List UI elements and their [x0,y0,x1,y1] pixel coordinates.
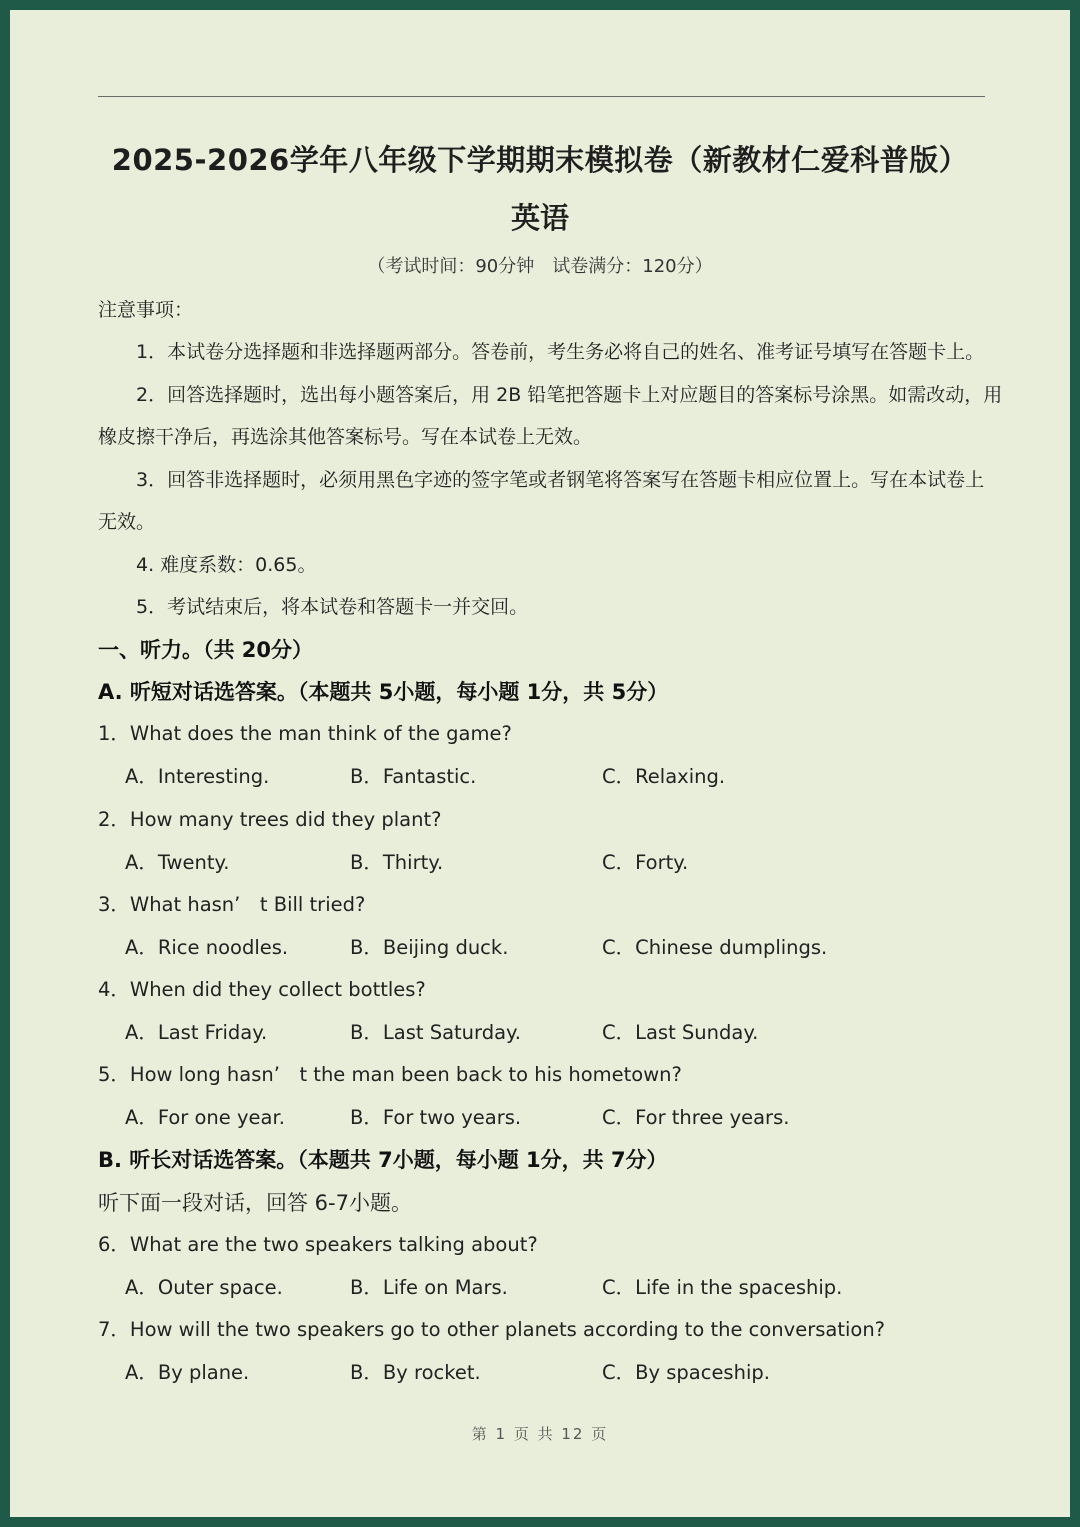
q6-option-a: A．Outer space. [125,1276,283,1299]
q6-option-c: C．Life in the spaceship. [602,1276,843,1299]
q5-option-b: B．For two years. [350,1106,522,1129]
exam-page [10,10,1070,1517]
q2-option-c: C．Forty. [602,851,689,874]
note-item-3-cont: 无效。 [98,511,156,533]
q4-option-c: C．Last Sunday. [602,1021,759,1044]
q4-option-b: B．Last Saturday. [350,1021,521,1044]
notes-heading: 注意事项： [98,299,194,321]
q1-option-b: B．Fantastic. [350,765,477,788]
q3-option-c: C．Chinese dumplings. [602,936,828,959]
note-item-2-cont: 橡皮擦干净后，再选涂其他答案标号。写在本试卷上无效。 [98,426,593,448]
question-5: 5．How long hasn’ t the man been back to his hometown? [98,1063,682,1086]
exam-title: 2025-2026学年八年级下学期期末模拟卷（新教材仁爱科普版） [111,143,969,177]
q3-option-b: B．Beijing duck. [350,936,509,959]
q4-option-a: A．Last Friday. [125,1021,268,1044]
q5-option-c: C．For three years. [602,1106,790,1129]
question-3: 3．What hasn’ t Bill tried? [98,893,366,916]
page-footer: 第 1 页 共 12 页 [471,1425,609,1443]
question-7: 7．How will the two speakers go to other planets according to the conversation? [98,1318,886,1341]
q7-option-b: B．By rocket. [350,1361,481,1384]
header-rule [98,96,985,97]
q1-option-c: C．Relaxing. [602,765,726,788]
q5-option-a: A．For one year. [125,1106,285,1129]
q6-option-b: B．Life on Mars. [350,1276,508,1299]
note-item-2: 2．回答选择题时，选出每小题答案后，用 2B 铅笔把答题卡上对应题目的答案标号涂黑。如需改动，用 [136,384,1003,406]
q7-option-a: A．By plane. [125,1361,250,1384]
exam-info: （考试时间：90分钟 试卷满分：120分） [367,256,713,277]
subject-title: 英语 [510,201,569,235]
note-item-4: 4. 难度系数：0.65。 [136,554,317,576]
q2-option-a: A．Twenty. [125,851,230,874]
note-item-5: 5．考试结束后，将本试卷和答题卡一并交回。 [136,596,529,618]
note-item-3: 3．回答非选择题时，必须用黑色字迹的签字笔或者钢笔将答案写在答题卡相应位置上。写在本试卷上 [136,469,985,491]
q2-option-b: B．Thirty. [350,851,444,874]
q3-option-a: A．Rice noodles. [125,936,289,959]
q1-option-a: A．Interesting. [125,765,270,788]
part1-heading: 一、听力。（共 20分） [98,638,314,662]
section-a-heading: A. 听短对话选答案。（本题共 5小题，每小题 1分，共 5分） [98,680,669,704]
question-6: 6．What are the two speakers talking about? [98,1233,538,1256]
question-4: 4．When did they collect bottles? [98,978,426,1001]
question-2: 2．How many trees did they plant? [98,808,442,831]
q7-option-c: C．By spaceship. [602,1361,770,1384]
section-b-intro: 听下面一段对话，回答 6-7小题。 [98,1191,412,1215]
note-item-1: 1．本试卷分选择题和非选择题两部分。答卷前，考生务必将自己的姓名、准考证号填写在答题卡上。 [136,341,985,363]
section-b-heading: B. 听长对话选答案。（本题共 7小题，每小题 1分，共 7分） [98,1148,668,1172]
question-1: 1．What does the man think of the game? [98,722,512,745]
